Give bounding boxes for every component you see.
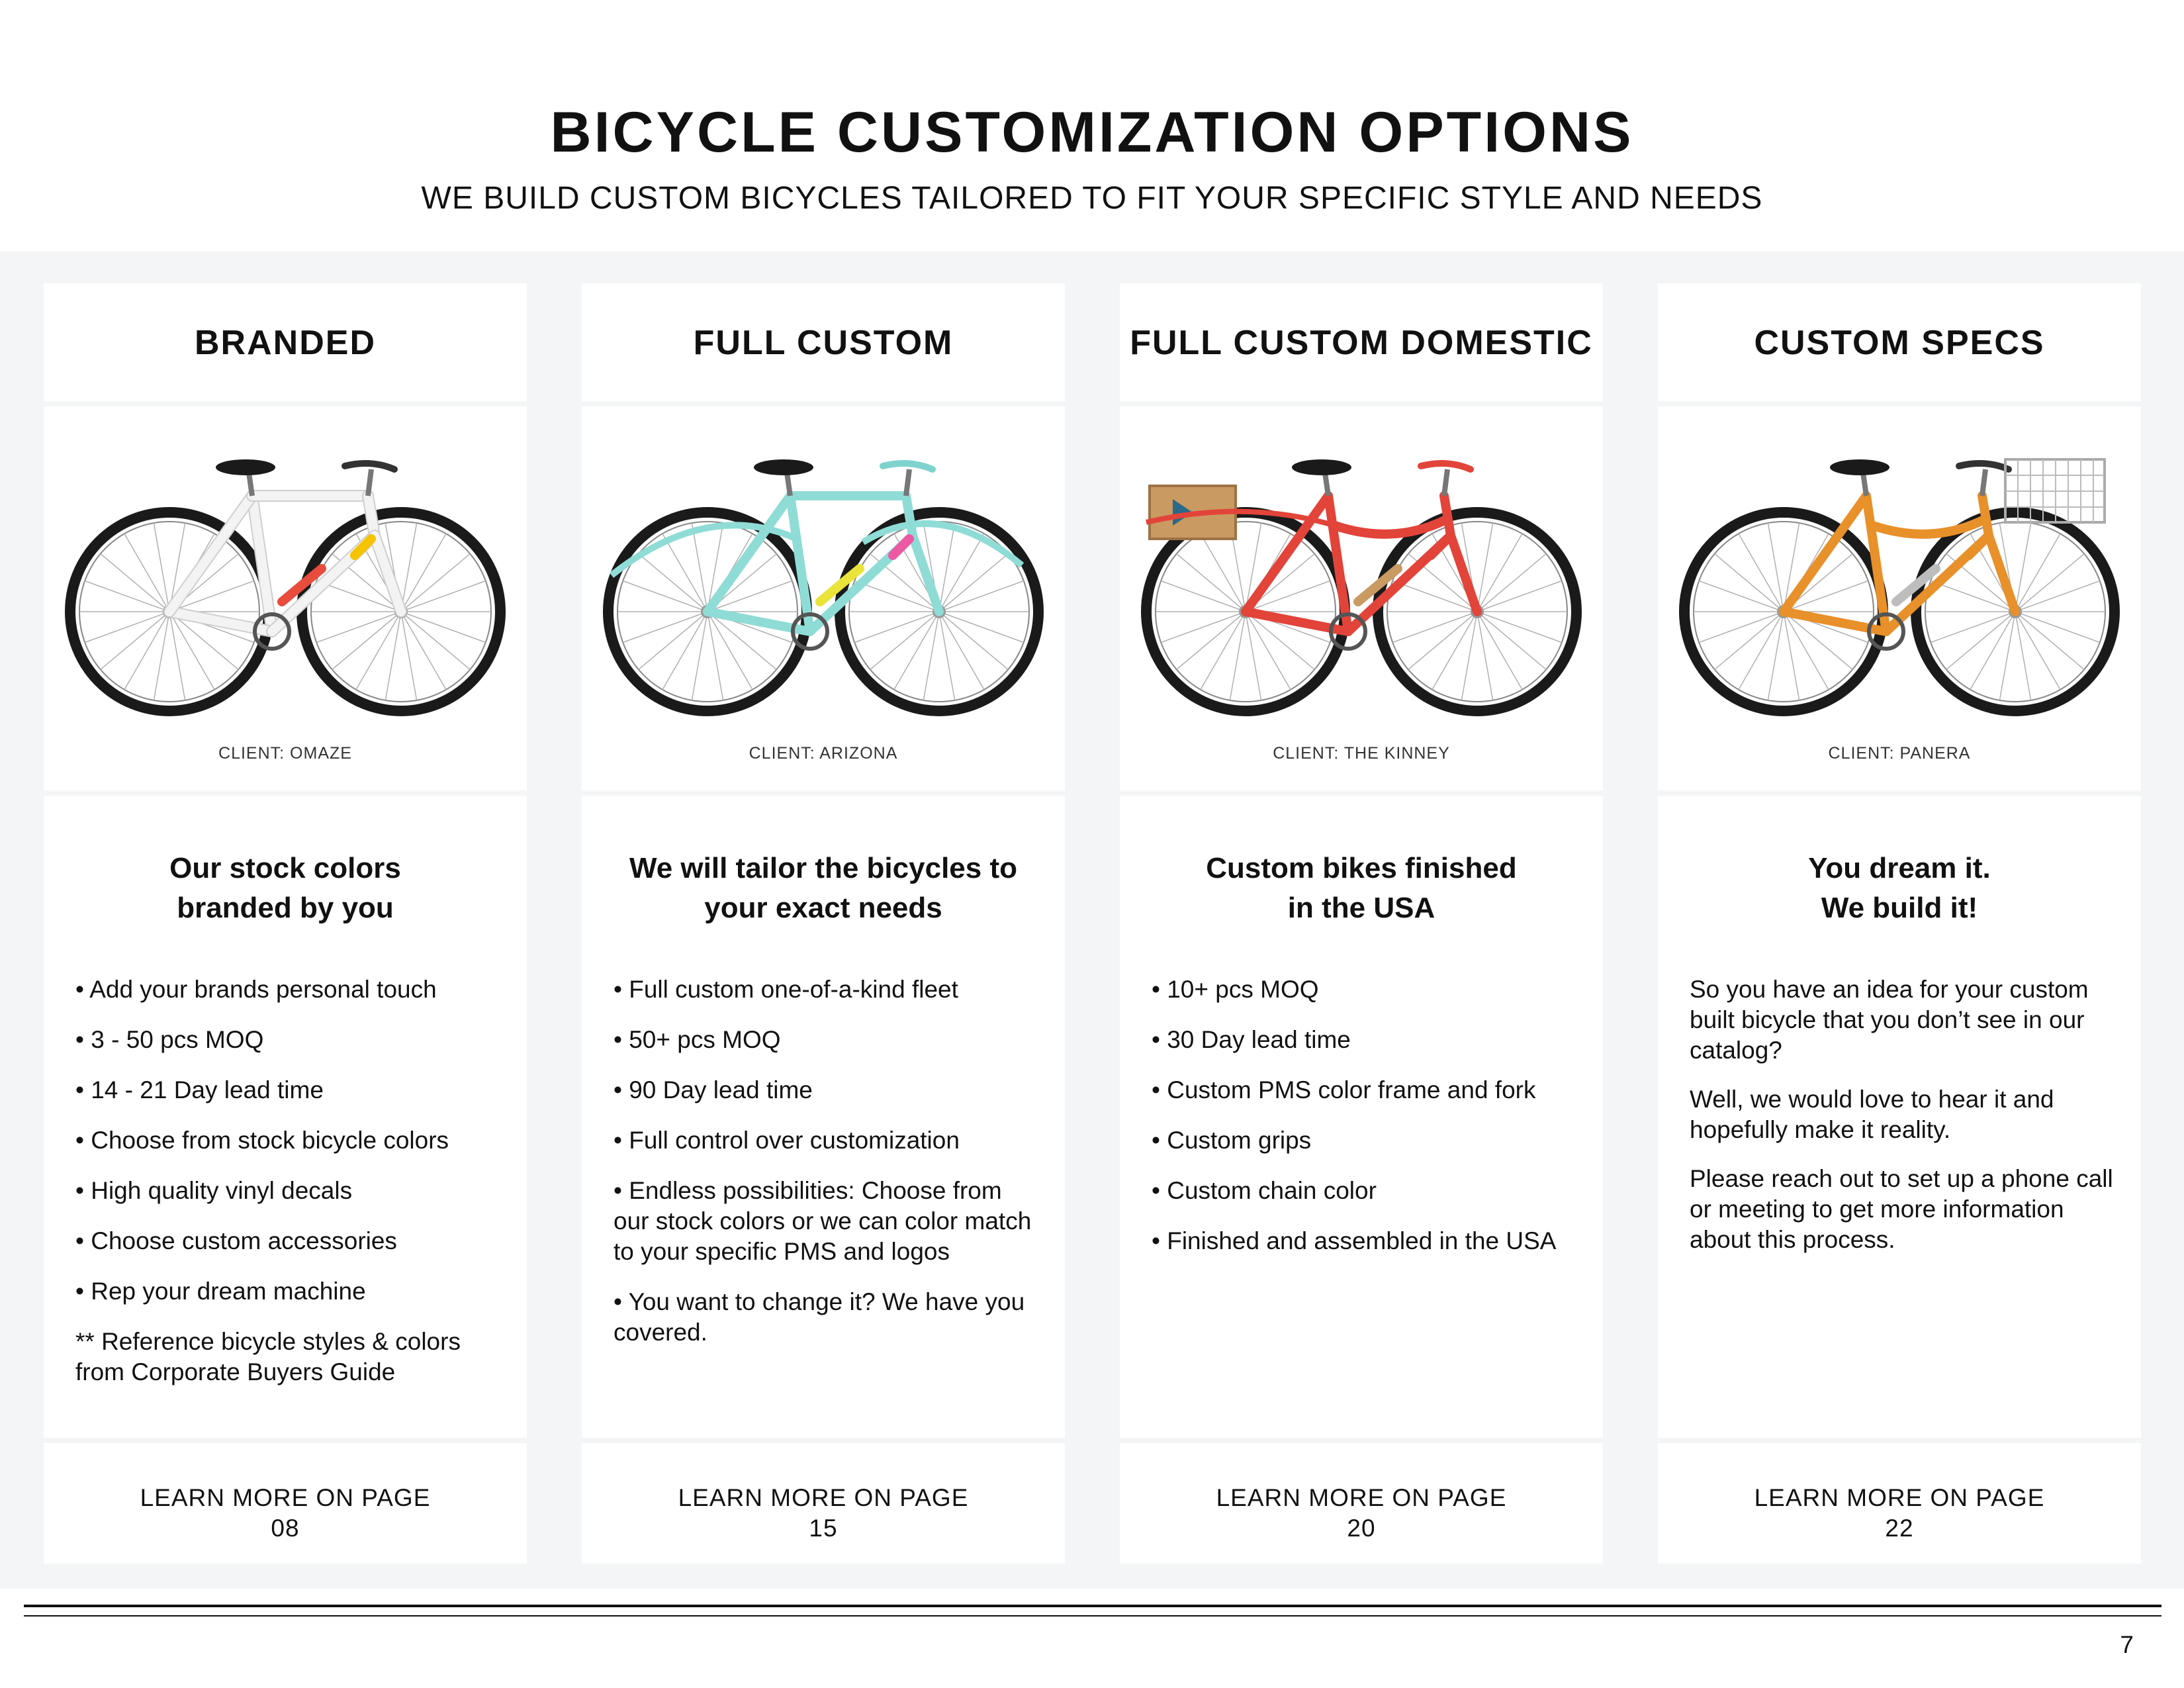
client-label: CLIENT: ARIZONA [749,744,898,763]
learn-more-label: LEARN MORE ON PAGE [678,1484,969,1511]
learn-more-label: LEARN MORE ON PAGE [140,1484,431,1511]
feature-list [75,974,500,1407]
option-card-custom-specs [1658,283,2141,1564]
feature-item: • You want to change it? We have you covered. [614,1288,1025,1346]
option-card-full-custom-domestic [1120,283,1603,1564]
bicycle-image [1136,433,1586,718]
learn-more-section[interactable] [1120,1443,1603,1564]
card-image-section [44,406,527,790]
bicycle-image [598,433,1048,718]
client-label: CLIENT: PANERA [1828,744,1971,763]
option-card-full-custom [582,283,1065,1564]
learn-more-page: 22 [1885,1515,1914,1542]
page-header [0,0,2184,252]
footer-divider [24,1605,2161,1607]
learn-more-section[interactable] [44,1443,527,1564]
page-title: BICYCLE CUSTOMIZATION OPTIONS [550,101,1634,164]
feature-item: • Endless possibilities: Choose from our stock colors or we can color match to your specific PMS and logos [614,1177,1032,1265]
learn-more-page: 15 [809,1515,838,1542]
page-number: 7 [2120,1631,2134,1658]
reference-note: ** Reference bicycle styles & colors from Corporate Buyers Guide [75,1328,461,1385]
saddle-icon [216,459,275,475]
seatpost-icon [787,473,790,496]
card-title: BRANDED [195,324,376,362]
card-title-section [582,283,1065,401]
card-title-section [1658,283,2141,401]
card-body-section [1120,796,1603,1438]
feature-list [614,974,1038,1368]
learn-more-link[interactable] [1658,1483,2141,1544]
option-card-branded [44,283,527,1564]
feature-item: • Custom PMS color frame and fork [1152,1076,1536,1103]
learn-more-link[interactable] [44,1483,527,1544]
card-tagline: You dream it. We build it! [1808,852,1991,924]
feature-item: • 30 Day lead time [1152,1026,1351,1053]
description-paragraph: Well, we would love to hear it and hopefully make it reality. [1690,1086,2054,1143]
seatpost-icon [1325,473,1328,496]
card-tagline: Custom bikes finished in the USA [1206,852,1517,924]
feature-item: • Finished and assembled in the USA [1152,1227,1557,1254]
card-tagline: Our stock colors branded by you [169,852,401,924]
footer-divider [24,1615,2161,1617]
card-title-section [44,283,527,401]
feature-item: • 50+ pcs MOQ [614,1026,781,1053]
card-title-section [1120,283,1603,401]
learn-more-page: 20 [1347,1515,1376,1542]
feature-item: • Custom grips [1152,1127,1312,1154]
feature-item: • Full custom one-of-a-kind fleet [614,976,958,1003]
card-body-section [582,796,1065,1438]
card-tagline: We will tailor the bicycles to your exact needs [629,852,1017,924]
page-subtitle: WE BUILD CUSTOM BICYCLES TAILORED TO FIT YOUR SPECIFIC STYLE AND NEEDS [421,181,1763,216]
stem-icon [1444,469,1447,496]
feature-list [1152,974,1576,1276]
description-text [1690,974,2115,1274]
card-title: FULL CUSTOM [693,324,954,362]
saddle-icon [754,459,813,475]
stem-icon [906,469,909,496]
stem-icon [368,469,371,496]
card-image-section [1658,406,2141,790]
learn-more-link[interactable] [582,1483,1065,1544]
client-label: CLIENT: THE KINNEY [1273,744,1450,763]
feature-item: • Rep your dream machine [75,1278,366,1305]
bicycle-image [60,433,510,718]
feature-item: • 3 - 50 pcs MOQ [75,1026,264,1053]
handlebar-icon [1421,463,1471,469]
stem-icon [1982,469,1985,496]
learn-more-label: LEARN MORE ON PAGE [1216,1484,1507,1511]
bicycle-image [1674,433,2124,718]
feature-item: • Choose from stock bicycle colors [75,1127,449,1154]
feature-item: • 10+ pcs MOQ [1152,976,1319,1003]
card-title: CUSTOM SPECS [1754,324,2045,362]
card-body-section [1658,796,2141,1438]
saddle-icon [1830,459,1889,475]
description-paragraph: Please reach out to set up a phone call or meeting to get more information about this process. [1690,1165,2113,1253]
handlebar-icon [1959,463,2009,469]
feature-item: • 14 - 21 Day lead time [75,1076,324,1103]
seatpost-icon [1863,473,1866,496]
card-body-section [44,796,527,1438]
handlebar-icon [345,463,394,469]
learn-more-link[interactable] [1120,1483,1603,1544]
learn-more-label: LEARN MORE ON PAGE [1754,1484,2045,1511]
card-image-section [1120,406,1603,790]
description-paragraph: So you have an idea for your custom built bicycle that you don’t see in our catalog? [1690,976,2089,1064]
feature-item: • Add your brands personal touch [75,976,437,1003]
feature-item: • Full control over customization [614,1127,960,1154]
client-label: CLIENT: OMAZE [218,744,352,763]
feature-item: • Custom chain color [1152,1177,1377,1204]
learn-more-page: 08 [271,1515,300,1542]
seatpost-icon [249,473,252,496]
feature-item: • High quality vinyl decals [75,1177,353,1204]
learn-more-section[interactable] [1658,1443,2141,1564]
card-image-section [582,406,1065,790]
handlebar-icon [883,463,933,469]
learn-more-section[interactable] [582,1443,1065,1564]
saddle-icon [1292,459,1351,475]
feature-item: • Choose custom accessories [75,1227,397,1254]
card-title: FULL CUSTOM DOMESTIC [1130,324,1593,362]
feature-item: • 90 Day lead time [614,1076,813,1103]
